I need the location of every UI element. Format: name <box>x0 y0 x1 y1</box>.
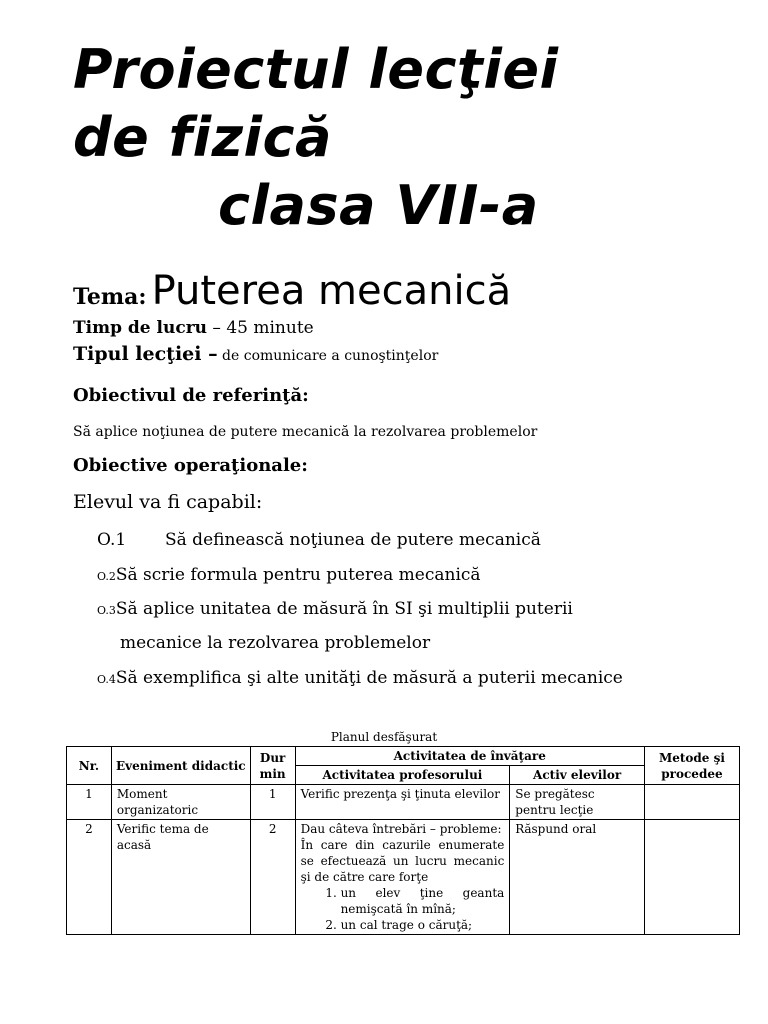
timp-line <box>73 318 314 338</box>
cell-nr: 1 <box>67 785 112 820</box>
list-item: 1. un elev ţine geanta nemişcată în mînă; <box>341 885 505 917</box>
tipul-label: Tipul lecţiei – <box>73 343 218 365</box>
objective-text-continued: mecanice la rezolvarea problemelor <box>120 633 431 653</box>
header-activitatea: Activitatea de învăţare <box>295 747 644 766</box>
tema-value: Puterea mecanică <box>151 268 512 314</box>
title-line-3: clasa VII-a <box>218 174 539 237</box>
obiectiv-referinta-text: Să aplice noţiunea de putere mecanică la rezolvarea problemelor <box>73 424 538 440</box>
objective-item <box>97 599 573 619</box>
cell-elevi: Răspund oral <box>510 820 645 935</box>
obiective-intro: Elevul va fi capabil: <box>73 491 263 513</box>
cell-durata: 1 <box>250 785 295 820</box>
profesor-question: Dau câteva întrebări – probleme: <box>300 822 502 836</box>
list-item: 2. un cal trage o căruţă; <box>341 917 505 933</box>
cell-elevi: Se pregătesc pentru lecţie <box>510 785 645 820</box>
document-title <box>73 36 558 240</box>
title-line-2: de fizică <box>73 106 332 169</box>
objective-text: Să scrie formula pentru puterea mecanică <box>115 565 481 585</box>
header-profesor: Activitatea profesorului <box>295 766 510 785</box>
cell-metode <box>644 820 739 935</box>
objective-text: Să exemplifica şi alte unităţi de măsură a puterii mecanice <box>115 668 623 688</box>
profesor-examples-list <box>301 885 505 933</box>
cell-eveniment: Verific tema de acasă <box>111 820 250 935</box>
header-metode: Metode şi procedee <box>644 747 739 785</box>
tipul-line <box>73 343 438 365</box>
header-elevi: Activ elevilor <box>510 766 645 785</box>
objective-text: Să aplice unitatea de măsură în SI şi multiplii puterii <box>115 599 573 619</box>
tema-line <box>73 268 511 314</box>
lesson-plan-table <box>66 746 740 935</box>
cell-nr: 2 <box>67 820 112 935</box>
objective-text: Să definească noţiunea de putere mecanică <box>165 530 541 550</box>
table-row <box>67 785 740 820</box>
cell-profesor <box>295 820 510 935</box>
objective-item <box>97 530 541 550</box>
objective-item <box>97 668 623 688</box>
timp-value: – 45 minute <box>207 318 314 338</box>
obiectiv-referinta-heading: Obiectivul de referinţă: <box>73 385 309 406</box>
cell-profesor: Verific prezenţa şi ţinuta elevilor <box>295 785 510 820</box>
objective-number: O.1 <box>97 530 127 550</box>
header-nr: Nr. <box>67 747 112 785</box>
header-eveniment: Eveniment didactic <box>111 747 250 785</box>
obiective-operationale-heading: Obiective operaţionale: <box>73 455 308 476</box>
tema-label: Tema: <box>73 284 147 310</box>
cell-metode <box>644 785 739 820</box>
objective-number: O.3 <box>97 604 116 617</box>
plan-caption: Planul desfăşurat <box>330 730 438 744</box>
tipul-value: de comunicare a cunoştinţelor <box>217 348 439 364</box>
cell-eveniment: Moment organizatoric <box>111 785 250 820</box>
table-header-row <box>67 747 740 766</box>
objective-item <box>97 565 481 585</box>
objective-number: O.4 <box>97 673 116 686</box>
objective-number: O.2 <box>97 570 116 583</box>
table-row <box>67 820 740 935</box>
title-line-1: Proiectul lecţiei <box>73 38 559 101</box>
timp-label: Timp de lucru <box>73 318 208 338</box>
header-durata: Dur min <box>250 747 295 785</box>
cell-durata: 2 <box>250 820 295 935</box>
profesor-question-detail: În care din cazurile enumerate se efectuează un lucru mecanic şi de către care forţe <box>300 838 505 884</box>
